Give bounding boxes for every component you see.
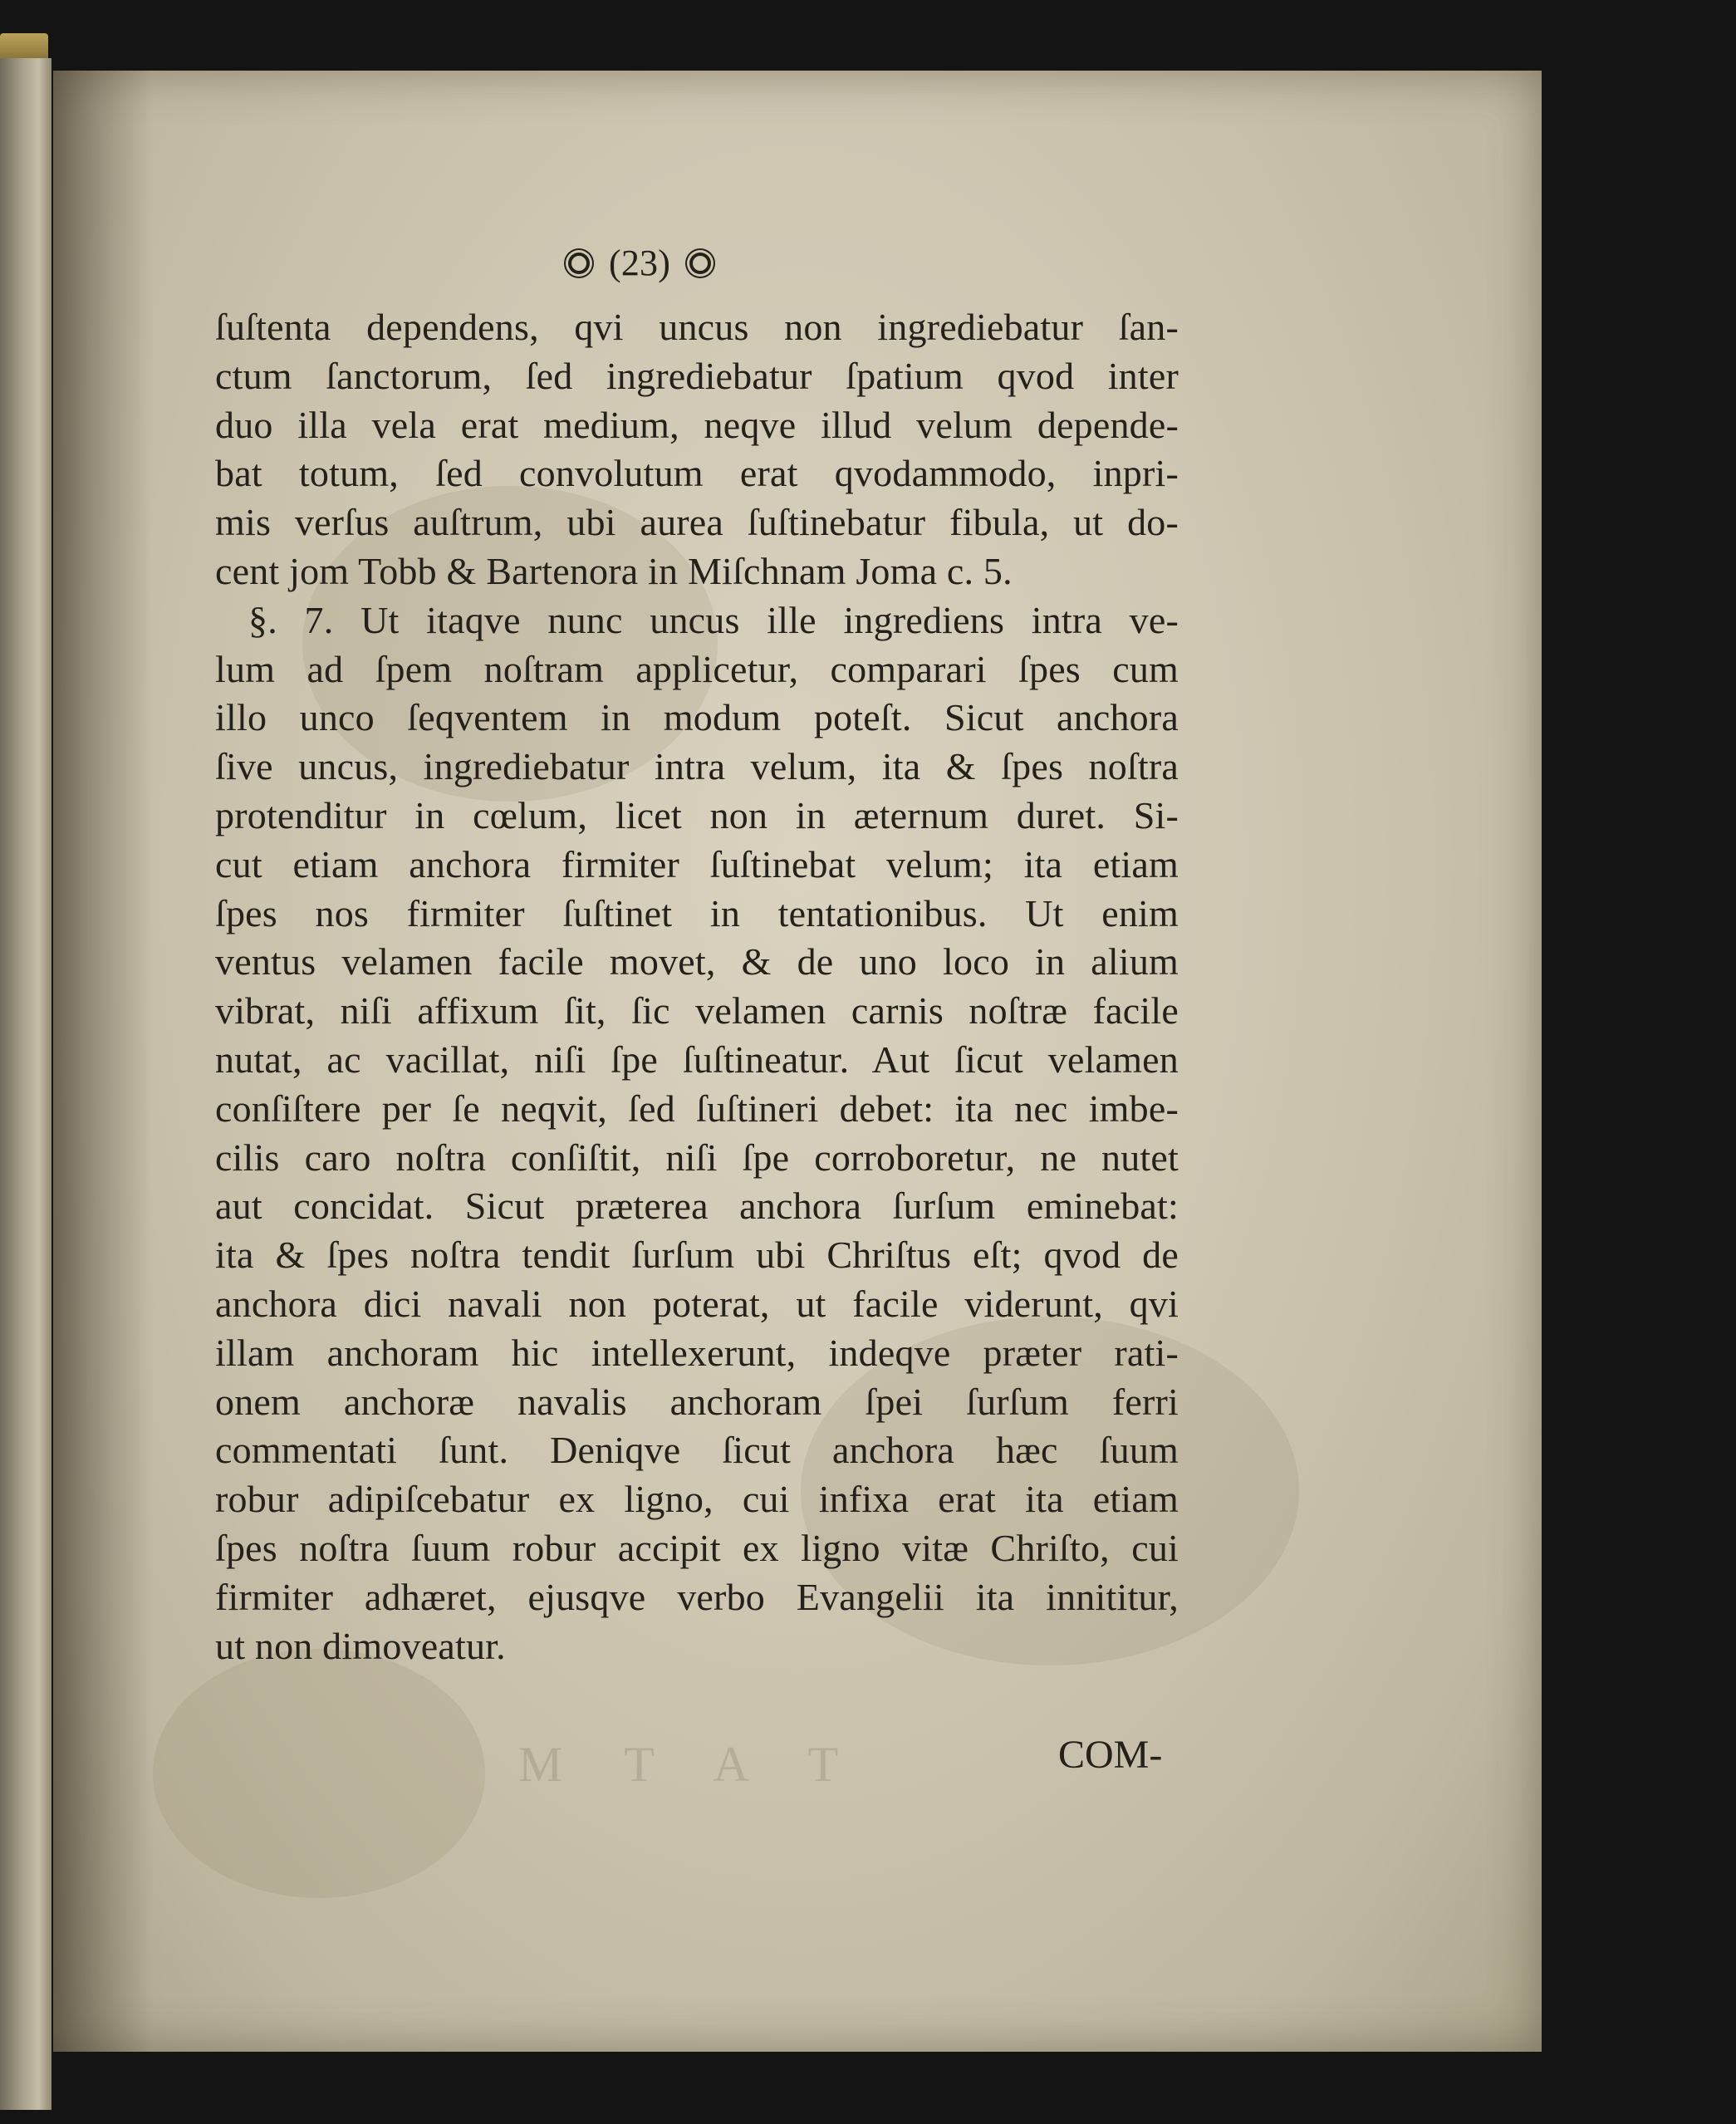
text-line: nutat, ac vacillat, niſi ſpe ſuſtineatur. Aut ſicut velamen: [215, 1037, 1179, 1081]
text-line: cut etiam anchora firmiter ſuſtinebat velum; ita etiam: [215, 842, 1179, 885]
text-line: cent jom Tobb & Bartenora in Miſchnam Joma c. 5.: [215, 549, 1013, 592]
text-line: bat totum, ſed convolutum erat qvodammodo, inpri-: [215, 452, 1179, 495]
book-page: [53, 71, 1542, 2052]
text-line: mis verſus auſtrum, ubi aurea ſuſtinebatur fibula, ut do-: [215, 501, 1179, 544]
text-line: ſpes nos firmiter ſuſtinet in tentationibus. Ut enim: [215, 891, 1179, 934]
text-line: lum ad ſpem noſtram applicetur, comparari ſpes cum: [215, 647, 1179, 690]
show-through-text: M T A T: [518, 1737, 864, 1792]
text-line: ctum ſanctorum, ſed ingrediebatur ſpatium qvod inter: [215, 354, 1179, 397]
rosette-ornament-icon: [564, 248, 594, 278]
text-line: onem anchoræ navalis anchoram ſpei ſurſum ferri: [215, 1380, 1179, 1423]
page-header: [215, 237, 1179, 303]
page-number: (23): [609, 243, 671, 283]
rosette-ornament-icon: [685, 248, 715, 278]
text-line: ſuſtenta dependens, qvi uncus non ingrediebatur ſan-: [215, 306, 1179, 348]
paper-stain: [153, 1649, 485, 1898]
text-line: protenditur in cœlum, licet non in æternum duret. Si-: [215, 793, 1179, 836]
text-line: firmiter adhæret, ejusqve verbo Evangelii ita innititur,: [215, 1575, 1179, 1618]
text-line: vibrat, niſi affixum ſit, ſic velamen carnis noſtræ facile: [215, 989, 1179, 1033]
text-line: aut concidat. Sicut præterea anchora ſurſum eminebat:: [215, 1185, 1179, 1228]
text-line: illam anchoram hic intellexerunt, indeqve præter rati-: [215, 1331, 1179, 1374]
text-line: ut non dimoveatur.: [215, 1624, 506, 1667]
paragraph-start-line: §. 7. Ut itaqve nunc uncus ille ingrediens intra ve-: [248, 598, 1179, 641]
facing-page-edge: [0, 58, 51, 2110]
text-line: illo unco ſeqventem in modum poteſt. Sicut anchora: [215, 696, 1179, 739]
catchword: COM-: [1058, 1733, 1163, 1777]
text-line: anchora dici navali non poterat, ut facile viderunt, qvi: [215, 1282, 1179, 1325]
text-line: duo illa vela erat medium, neqve illud velum depende-: [215, 403, 1179, 446]
text-line: robur adipiſcebatur ex ligno, cui infixa erat ita etiam: [215, 1478, 1179, 1521]
text-line: conſiſtere per ſe neqvit, ſed ſuſtineri debet: ita nec imbe-: [215, 1087, 1179, 1130]
gutter-shadow: [53, 71, 153, 2052]
text-block: [215, 237, 1179, 1670]
text-line: cilis caro noſtra conſiſtit, niſi ſpe corroboretur, ne nutet: [215, 1136, 1179, 1179]
text-line: ita & ſpes noſtra tendit ſurſum ubi Chriſtus eſt; qvod de: [215, 1234, 1179, 1277]
text-line: ventus velamen facile movet, & de uno loco in alium: [215, 940, 1179, 984]
text-line: ſpes noſtra ſuum robur accipit ex ligno vitæ Chriſto, cui: [215, 1526, 1179, 1569]
text-line: commentati ſunt. Deniqve ſicut anchora hæc ſuum: [215, 1429, 1179, 1472]
text-line: ſive uncus, ingrediebatur intra velum, ita & ſpes noſtra: [215, 745, 1179, 788]
